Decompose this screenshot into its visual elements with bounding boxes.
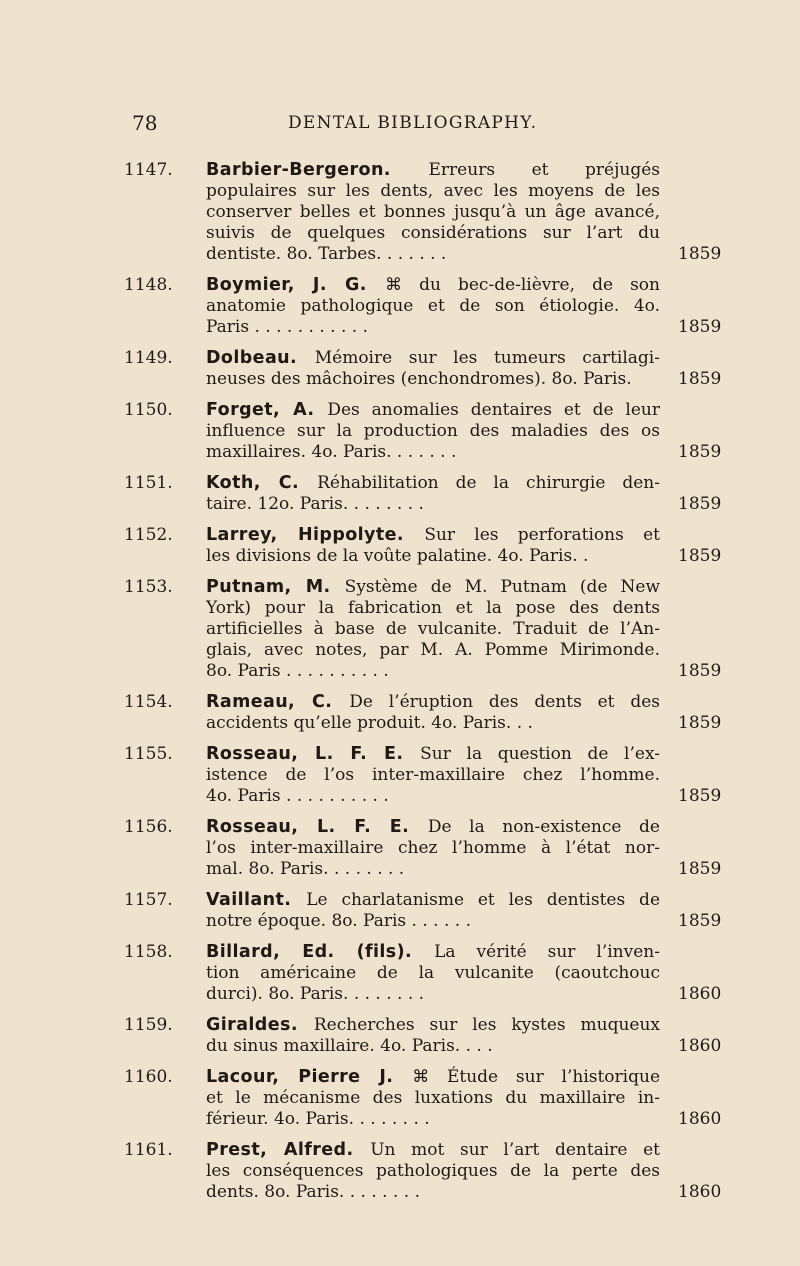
entry-line-text: ⌘ Étude sur l’historique [412, 1067, 660, 1087]
bibliography-entry [0, 160, 800, 275]
entry-line-text: suivis de quelques considérations sur l’art du [206, 223, 660, 243]
entry-author: Rosseau, L. F. E. [206, 744, 421, 764]
entry-line-text: York) pour la fabrication et la pose des dents [206, 598, 660, 618]
bibliography-entry [0, 525, 800, 577]
entry-line-text: Mémoire sur les tumeurs cartilagi- [314, 348, 660, 368]
entry-number: 1152. [124, 525, 173, 545]
entry-line-text: Paris . . . . . . . . . . . [206, 317, 368, 337]
entry-year: 1859 [678, 713, 722, 733]
entry-line-text: istence de l’os inter-maxillaire chez l’homme. [206, 765, 660, 785]
bibliography-entry [0, 1140, 800, 1213]
entry-author: Vaillant. [206, 890, 307, 910]
entry-line [206, 421, 660, 442]
entry-year: 1860 [678, 984, 722, 1004]
entry-line [206, 546, 660, 567]
entry-author: Forget, A. [206, 400, 328, 420]
bibliography-entry [0, 473, 800, 525]
entry-line-text: Réhabilitation de la chirurgie den- [317, 473, 660, 493]
entry-line [206, 1036, 660, 1057]
entry-text [206, 400, 660, 463]
entry-line [206, 984, 660, 1005]
entry-text [206, 817, 660, 880]
entry-line [206, 1140, 660, 1161]
entry-line [206, 1182, 660, 1203]
entry-line-text: durci). 8o. Paris. . . . . . . . [206, 984, 425, 1004]
entry-line-text: 4o. Paris . . . . . . . . . . [206, 786, 389, 806]
entry-line [206, 223, 660, 244]
entry-author: Dolbeau. [206, 348, 315, 368]
bibliography-entry [0, 692, 800, 744]
entry-line [206, 494, 660, 515]
entry-author: Rosseau, L. F. E. [206, 817, 428, 837]
entry-line [206, 817, 660, 838]
entry-line [206, 765, 660, 786]
entry-line-text: dentiste. 8o. Tarbes. . . . . . . [206, 244, 447, 264]
entry-year: 1859 [678, 661, 722, 681]
entry-line-text: neuses des mâchoires (enchondromes). 8o. Paris. [206, 369, 632, 389]
entry-line-text: De l’éruption des dents et des [349, 692, 660, 712]
entry-number: 1151. [124, 473, 173, 493]
bibliography-entry [0, 942, 800, 1015]
entry-line-text: Système de M. Putnam (de New [344, 577, 661, 597]
entry-line-text: mal. 8o. Paris. . . . . . . . [206, 859, 405, 879]
entry-line-text: et le mécanisme des luxations du maxillaire in- [206, 1088, 660, 1108]
entry-author: Prest, Alfred. [206, 1140, 371, 1160]
entry-author: Boymier, J. G. [206, 275, 386, 295]
entry-number: 1155. [124, 744, 173, 764]
bibliography-entry [0, 817, 800, 890]
entry-number: 1153. [124, 577, 173, 597]
entry-line-text: populaires sur les dents, avec les moyens de les [206, 181, 660, 201]
entry-line [206, 244, 660, 265]
entry-line-text: taire. 12o. Paris. . . . . . . . [206, 494, 424, 514]
entry-author: Giraldes. [206, 1015, 314, 1035]
entry-number: 1154. [124, 692, 173, 712]
entry-year: 1860 [678, 1109, 722, 1129]
entry-line [206, 1161, 660, 1182]
entry-author: Barbier-Bergeron. [206, 160, 429, 180]
entry-line-text: conserver belles et bonnes jusqu’à un âge avancé, [206, 202, 660, 222]
entry-line-text: De la non-existence de [427, 817, 660, 837]
entry-line [206, 911, 660, 932]
entry-line [206, 942, 660, 963]
entry-text [206, 525, 660, 567]
entry-number: 1156. [124, 817, 173, 837]
entry-year: 1860 [678, 1182, 722, 1202]
entry-line [206, 296, 660, 317]
entry-line-text: Un mot sur l’art dentaire et [370, 1140, 660, 1160]
entry-text [206, 577, 660, 682]
entry-line [206, 577, 660, 598]
entry-line-text: Sur la question de l’ex- [420, 744, 660, 764]
entry-line [206, 692, 660, 713]
entry-line-text: glais, avec notes, par M. A. Pomme Mirimonde. [206, 640, 660, 660]
entry-number: 1148. [124, 275, 173, 295]
entry-line [206, 640, 660, 661]
entry-line-text: du sinus maxillaire. 4o. Paris. . . . [206, 1036, 493, 1056]
entry-text [206, 160, 660, 265]
entry-line [206, 202, 660, 223]
entry-text [206, 348, 660, 390]
entry-line-text: notre époque. 8o. Paris . . . . . . [206, 911, 471, 931]
entry-line [206, 838, 660, 859]
bibliography-list [0, 160, 800, 1213]
entry-line [206, 317, 660, 338]
entry-line [206, 1067, 660, 1088]
entry-line [206, 859, 660, 880]
entry-year: 1859 [678, 369, 722, 389]
entry-year: 1859 [678, 911, 722, 931]
entry-line [206, 400, 660, 421]
entry-number: 1150. [124, 400, 173, 420]
entry-year: 1859 [678, 494, 722, 514]
entry-line [206, 619, 660, 640]
entry-text [206, 1015, 660, 1057]
entry-text [206, 692, 660, 734]
bibliography-entry [0, 400, 800, 473]
entry-author: Lacour, Pierre J. [206, 1067, 413, 1087]
entry-year: 1859 [678, 317, 722, 337]
entry-line [206, 744, 660, 765]
entry-line-text: Recherches sur les kystes muqueux [313, 1015, 660, 1035]
entry-number: 1157. [124, 890, 173, 910]
entry-line [206, 1015, 660, 1036]
entry-year: 1860 [678, 1036, 722, 1056]
entry-line [206, 598, 660, 619]
entry-number: 1158. [124, 942, 173, 962]
entry-line-text: férieur. 4o. Paris. . . . . . . . [206, 1109, 430, 1129]
entry-line-text: Des anomalies dentaires et de leur [327, 400, 660, 420]
entry-line [206, 275, 660, 296]
entry-year: 1859 [678, 546, 722, 566]
entry-line-text: accidents qu’elle produit. 4o. Paris. . . [206, 713, 533, 733]
entry-text [206, 275, 660, 338]
bibliography-entry [0, 348, 800, 400]
entry-line [206, 713, 660, 734]
bibliography-entry [0, 890, 800, 942]
entry-line-text: dents. 8o. Paris. . . . . . . . [206, 1182, 420, 1202]
entry-line [206, 661, 660, 682]
entry-line [206, 525, 660, 546]
entry-number: 1160. [124, 1067, 173, 1087]
bibliography-entry [0, 577, 800, 692]
entry-author: Putnam, M. [206, 577, 345, 597]
entry-author: Rameau, C. [206, 692, 350, 712]
entry-line [206, 890, 660, 911]
entry-line-text: artificielles à base de vulcanite. Traduit de l’An- [206, 619, 660, 639]
bibliography-entry [0, 744, 800, 817]
entry-line [206, 181, 660, 202]
entry-year: 1859 [678, 442, 722, 462]
entry-line [206, 473, 660, 494]
entry-line [206, 348, 660, 369]
entry-line-text: Le charlatanisme et les dentistes de [306, 890, 660, 910]
entry-line-text: ⌘ du bec-de-lièvre, de son [385, 275, 660, 295]
entry-author: Koth, C. [206, 473, 318, 493]
entry-text [206, 1067, 660, 1130]
entry-number: 1161. [124, 1140, 173, 1160]
entry-text [206, 1140, 660, 1203]
entry-line-text: 8o. Paris . . . . . . . . . . [206, 661, 389, 681]
entry-line [206, 369, 660, 390]
entry-line-text: influence sur la production des maladies des os [206, 421, 660, 441]
entry-line-text: Sur les perforations et [424, 525, 660, 545]
entry-line-text: les divisions de la voûte palatine. 4o. Paris. . [206, 546, 589, 566]
page-number: 78 [132, 111, 158, 135]
entry-line [206, 786, 660, 807]
entry-line [206, 1088, 660, 1109]
entry-line [206, 963, 660, 984]
entry-line-text: Erreurs et préjugés [428, 160, 660, 180]
entry-line-text: La vérité sur l’inven- [434, 942, 660, 962]
entry-text [206, 473, 660, 515]
entry-line-text: maxillaires. 4o. Paris. . . . . . . [206, 442, 457, 462]
bibliography-entry [0, 1067, 800, 1140]
entry-line [206, 160, 660, 181]
entry-text [206, 942, 660, 1005]
entry-text [206, 744, 660, 807]
entry-year: 1859 [678, 244, 722, 264]
entry-year: 1859 [678, 859, 722, 879]
entry-number: 1149. [124, 348, 173, 368]
entry-line-text: l’os inter-maxillaire chez l’homme à l’état nor- [206, 838, 660, 858]
entry-number: 1147. [124, 160, 173, 180]
entry-author: Larrey, Hippolyte. [206, 525, 425, 545]
running-title: DENTAL BIBLIOGRAPHY. [288, 113, 538, 133]
bibliography-entry [0, 275, 800, 348]
entry-line-text: les conséquences pathologiques de la perte des [206, 1161, 660, 1181]
entry-number: 1159. [124, 1015, 173, 1035]
entry-author: Billard, Ed. (fils). [206, 942, 435, 962]
entry-line-text: tion américaine de la vulcanite (caoutchouc [206, 963, 660, 983]
entry-text [206, 890, 660, 932]
entry-year: 1859 [678, 786, 722, 806]
entry-line [206, 1109, 660, 1130]
entry-line [206, 442, 660, 463]
bibliography-entry [0, 1015, 800, 1067]
entry-line-text: anatomie pathologique et de son étiologie. 4o. [206, 296, 660, 316]
